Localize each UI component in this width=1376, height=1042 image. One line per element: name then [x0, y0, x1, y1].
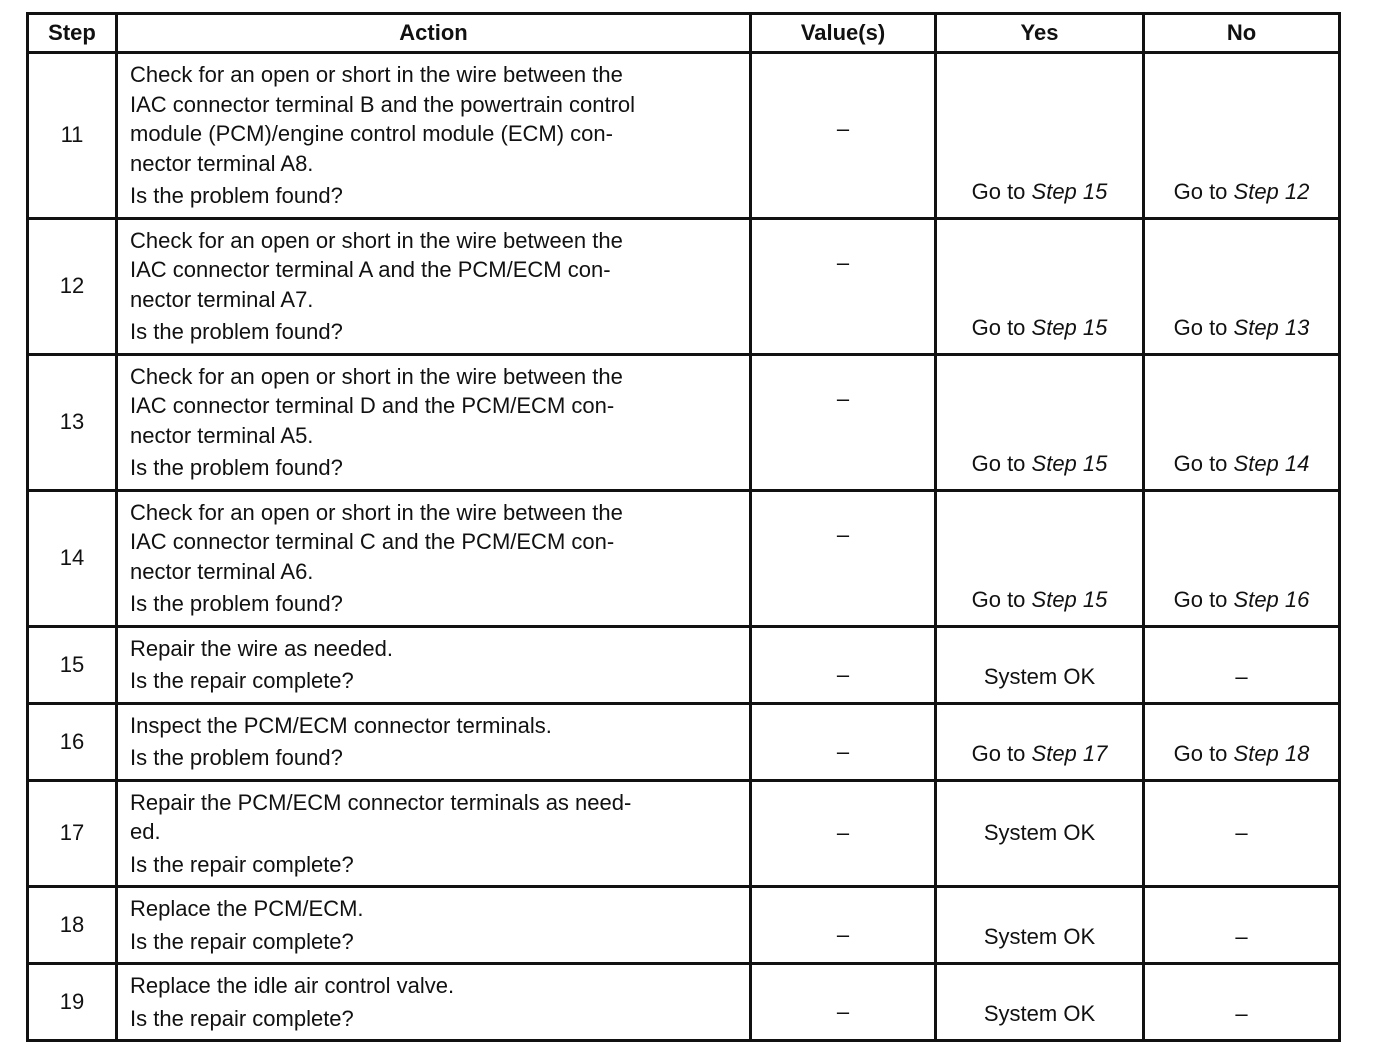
action-line: Check for an open or short in the wire between the [130, 227, 623, 253]
action-line: Replace the idle air control valve. [130, 973, 455, 998]
goto-prefix: Go to [971, 314, 1032, 340]
action-cell [117, 354, 751, 490]
yes-cell [936, 703, 1144, 780]
goto-step: Step 17 [1031, 740, 1108, 766]
header-values: Value(s) [751, 14, 936, 53]
table-row [28, 626, 1340, 703]
no-cell [1144, 53, 1340, 219]
step-number: 17 [28, 780, 117, 887]
action-cell [117, 964, 751, 1041]
step-number: 12 [28, 218, 117, 354]
action-line: nector terminal A5. [130, 422, 314, 448]
table-row [28, 703, 1340, 780]
goto-prefix: Go to [1173, 740, 1234, 766]
goto-step: Step 15 [1031, 586, 1108, 612]
yes-cell [936, 53, 1144, 219]
value-cell: – [751, 703, 936, 780]
action-cell [117, 780, 751, 887]
action-question: Is the problem found? [130, 319, 343, 344]
action-question: Is the repair complete? [130, 668, 354, 693]
header-action: Action [117, 14, 751, 53]
yes-cell [936, 218, 1144, 354]
value-cell: – [751, 490, 936, 626]
goto-prefix: Go to [971, 586, 1032, 612]
yes-cell: System OK [936, 780, 1144, 887]
action-question: Is the repair complete? [130, 851, 354, 877]
action-cell [117, 626, 751, 703]
action-question: Is the problem found? [130, 591, 343, 616]
header-row [28, 14, 1340, 53]
step-number: 11 [28, 53, 117, 219]
table-row [28, 490, 1340, 626]
action-question: Is the problem found? [130, 183, 343, 208]
table-row [28, 780, 1340, 887]
value-cell: – [751, 887, 936, 964]
goto-prefix: Go to [1173, 314, 1234, 340]
header-step: Step [28, 14, 117, 53]
action-cell [117, 703, 751, 780]
action-line: nector terminal A6. [130, 558, 314, 584]
goto-step: Step 14 [1233, 450, 1310, 476]
action-line: ed. [130, 819, 161, 844]
step-number: 14 [28, 490, 117, 626]
action-line: nector terminal A8. [130, 150, 314, 176]
action-line: Check for an open or short in the wire between the [130, 363, 623, 389]
action-cell [117, 218, 751, 354]
action-question: Is the problem found? [130, 745, 343, 770]
goto-prefix: Go to [1173, 586, 1234, 612]
step-number: 19 [28, 964, 117, 1041]
goto-step: Step 15 [1031, 450, 1108, 476]
goto-step: Step 13 [1233, 314, 1310, 340]
table-row [28, 887, 1340, 964]
yes-cell [936, 490, 1144, 626]
goto-prefix: Go to [971, 178, 1032, 204]
action-line: Check for an open or short in the wire between the [130, 62, 623, 87]
step-number: 13 [28, 354, 117, 490]
action-cell [117, 490, 751, 626]
goto-prefix: Go to [1173, 178, 1234, 204]
value-cell: – [751, 626, 936, 703]
no-cell [1144, 490, 1340, 626]
action-line: Check for an open or short in the wire between the [130, 499, 623, 525]
goto-prefix: Go to [1173, 450, 1234, 476]
header-yes: Yes [936, 14, 1144, 53]
no-cell: – [1144, 964, 1340, 1041]
goto-step: Step 16 [1233, 586, 1310, 612]
action-line: Replace the PCM/ECM. [130, 896, 364, 921]
no-cell [1144, 218, 1340, 354]
action-line: IAC connector terminal A and the PCM/ECM con- [130, 257, 611, 282]
action-line: nector terminal A7. [130, 286, 314, 312]
step-number: 15 [28, 626, 117, 703]
yes-cell [936, 354, 1144, 490]
value-cell: – [751, 354, 936, 490]
action-line: IAC connector terminal D and the PCM/ECM con- [130, 393, 615, 418]
yes-cell: System OK [936, 626, 1144, 703]
action-line: Repair the PCM/ECM connector terminals as need- [130, 789, 632, 815]
value-cell: – [751, 218, 936, 354]
header-no: No [1144, 14, 1340, 53]
table-row [28, 53, 1340, 219]
action-line: IAC connector terminal C and the PCM/ECM con- [130, 529, 615, 554]
goto-step: Step 18 [1233, 740, 1310, 766]
action-line: module (PCM)/engine control module (ECM) con- [130, 121, 613, 146]
yes-cell: System OK [936, 964, 1144, 1041]
goto-prefix: Go to [971, 740, 1032, 766]
goto-step: Step 12 [1233, 178, 1310, 204]
action-question: Is the repair complete? [130, 928, 354, 954]
no-cell: – [1144, 780, 1340, 887]
step-number: 18 [28, 887, 117, 964]
goto-step: Step 15 [1031, 314, 1108, 340]
yes-cell: System OK [936, 887, 1144, 964]
goto-prefix: Go to [971, 450, 1032, 476]
table-row [28, 218, 1340, 354]
action-cell [117, 887, 751, 964]
no-cell [1144, 703, 1340, 780]
goto-step: Step 15 [1031, 178, 1108, 204]
value-cell: – [751, 964, 936, 1041]
step-number: 16 [28, 703, 117, 780]
diagnostic-table [26, 12, 1341, 1042]
action-question: Is the problem found? [130, 455, 343, 480]
action-question: Is the repair complete? [130, 1005, 354, 1031]
table-row [28, 354, 1340, 490]
action-line: IAC connector terminal B and the powertrain control [130, 91, 636, 117]
no-cell: – [1144, 626, 1340, 703]
no-cell [1144, 354, 1340, 490]
table-row [28, 964, 1340, 1041]
action-cell [117, 53, 751, 219]
action-line: Inspect the PCM/ECM connector terminals. [130, 712, 552, 738]
no-cell: – [1144, 887, 1340, 964]
value-cell: – [751, 53, 936, 219]
action-line: Repair the wire as needed. [130, 635, 393, 661]
value-cell: – [751, 780, 936, 887]
